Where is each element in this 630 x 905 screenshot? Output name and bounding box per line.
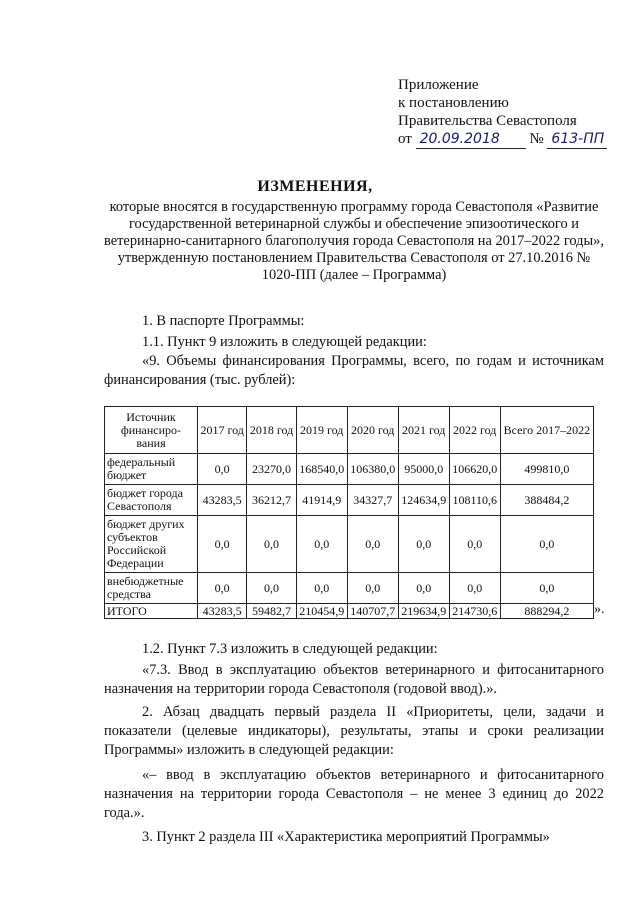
- table-cell: 41914,9: [296, 485, 347, 516]
- handwritten-date: 20.09.2018: [416, 130, 526, 149]
- table-cell: 36212,7: [247, 485, 296, 516]
- table-cell: 34327,7: [347, 485, 398, 516]
- table-header-cell: 2019 год: [296, 407, 347, 454]
- table-cell: 0,0: [247, 516, 296, 573]
- table-cell: 0,0: [398, 573, 449, 604]
- table-header-cell: 2017 год: [198, 407, 247, 454]
- table-closing-quote: ».: [594, 602, 605, 617]
- number-prefix: №: [529, 131, 544, 147]
- paragraph-1: 1. В паспорте Программы:: [142, 313, 305, 329]
- table-cell: 0,0: [247, 573, 296, 604]
- table-cell: 0,0: [198, 573, 247, 604]
- appendix-block: [398, 76, 618, 149]
- table-cell: 59482,7: [247, 604, 296, 619]
- appendix-line-2: к постановлению: [398, 95, 509, 111]
- appendix-line-1: Приложение: [398, 77, 479, 93]
- table-cell: 168540,0: [296, 454, 347, 485]
- table-cell: 106380,0: [347, 454, 398, 485]
- table-cell: 0,0: [347, 516, 398, 573]
- table-cell: 0,0: [347, 573, 398, 604]
- table-cell: 108110,6: [449, 485, 500, 516]
- table-header-row: [105, 407, 594, 454]
- table-cell: 210454,9: [296, 604, 347, 619]
- table-header-cell: 2022 год: [449, 407, 500, 454]
- table-cell: 214730,6: [449, 604, 500, 619]
- table-cell: федеральный бюджет: [105, 454, 198, 485]
- table-cell: 106620,0: [449, 454, 500, 485]
- table-cell: ИТОГО: [105, 604, 198, 619]
- table-cell: 0,0: [198, 454, 247, 485]
- table-row-total: [105, 604, 594, 619]
- table-row: [105, 573, 594, 604]
- paragraph-1-2-quote: «7.3. Ввод в эксплуатацию объектов ветеринарного и фитосанитарного назначения на территории города Севастополя (годовой ввод).».: [104, 662, 604, 697]
- paragraph-1-2: 1.2. Пункт 7.3 изложить в следующей редакции:: [142, 641, 438, 657]
- paragraph-2: 2. Абзац двадцать первый раздела II «Приоритеты, цели, задачи и показатели (целевые индикаторы), результаты, этапы и сроки реализации Программы» изложить в следующей редакции:: [104, 704, 604, 758]
- table-cell: 43283,5: [198, 485, 247, 516]
- table-header-cell: Источник финансиро-вания: [105, 407, 198, 454]
- table-row: [105, 516, 594, 573]
- table-cell: 219634,9: [398, 604, 449, 619]
- table-cell: бюджет других субъектов Российской Федерации: [105, 516, 198, 573]
- table-cell: 140707,7: [347, 604, 398, 619]
- paragraph-1-1: 1.1. Пункт 9 изложить в следующей редакции:: [142, 334, 427, 350]
- document-intro: которые вносятся в государственную программу города Севастополя «Развитие государственной ветеринарной службы и обеспечение эпизоотического и ветеринарно-санитарного благополучия города Севастополя на 2017–2022 годы», утвержденную постановлением Правительства Севастополя от 27.10.2016 № 1020-ПП (далее – Программа): [104, 199, 604, 283]
- table-cell: 0,0: [198, 516, 247, 573]
- table-cell: 0,0: [500, 516, 593, 573]
- table-cell: 888294,2: [500, 604, 593, 619]
- table-cell: 43283,5: [198, 604, 247, 619]
- appendix-date-line: [398, 130, 618, 149]
- table-cell: 95000,0: [398, 454, 449, 485]
- table-header-cell: 2020 год: [347, 407, 398, 454]
- table-cell: 388484,2: [500, 485, 593, 516]
- table-cell: 0,0: [449, 573, 500, 604]
- table-row: [105, 485, 594, 516]
- table-row: [105, 454, 594, 485]
- table-cell: 0,0: [296, 573, 347, 604]
- paragraph-1-1-quote: «9. Объемы финансирования Программы, всего, по годам и источникам финансирования (тыс. рублей):: [104, 353, 604, 388]
- date-prefix: от: [398, 131, 412, 147]
- document-title: ИЗМЕНЕНИЯ,: [257, 178, 373, 195]
- table-cell: 23270,0: [247, 454, 296, 485]
- table-cell: бюджет города Севастополя: [105, 485, 198, 516]
- table-cell: 0,0: [398, 516, 449, 573]
- handwritten-number: 613-ПП: [547, 130, 607, 149]
- paragraph-3: 3. Пункт 2 раздела III «Характеристика мероприятий Программы»: [142, 829, 550, 845]
- paragraph-2-quote: «– ввод в эксплуатацию объектов ветеринарного и фитосанитарного назначения на территории города Севастополя – не менее 3 единиц до 2022 года.».: [104, 767, 604, 821]
- table-cell: 0,0: [296, 516, 347, 573]
- table-header-cell: Всего 2017–2022: [500, 407, 593, 454]
- table-cell: 0,0: [500, 573, 593, 604]
- table-cell: 499810,0: [500, 454, 593, 485]
- appendix-line-3: Правительства Севастополя: [398, 113, 577, 129]
- table-cell: внебюджетные средства: [105, 573, 198, 604]
- table-cell: 124634,9: [398, 485, 449, 516]
- table-header-cell: 2021 год: [398, 407, 449, 454]
- financing-table: [104, 406, 594, 619]
- table-cell: 0,0: [449, 516, 500, 573]
- table-header-cell: 2018 год: [247, 407, 296, 454]
